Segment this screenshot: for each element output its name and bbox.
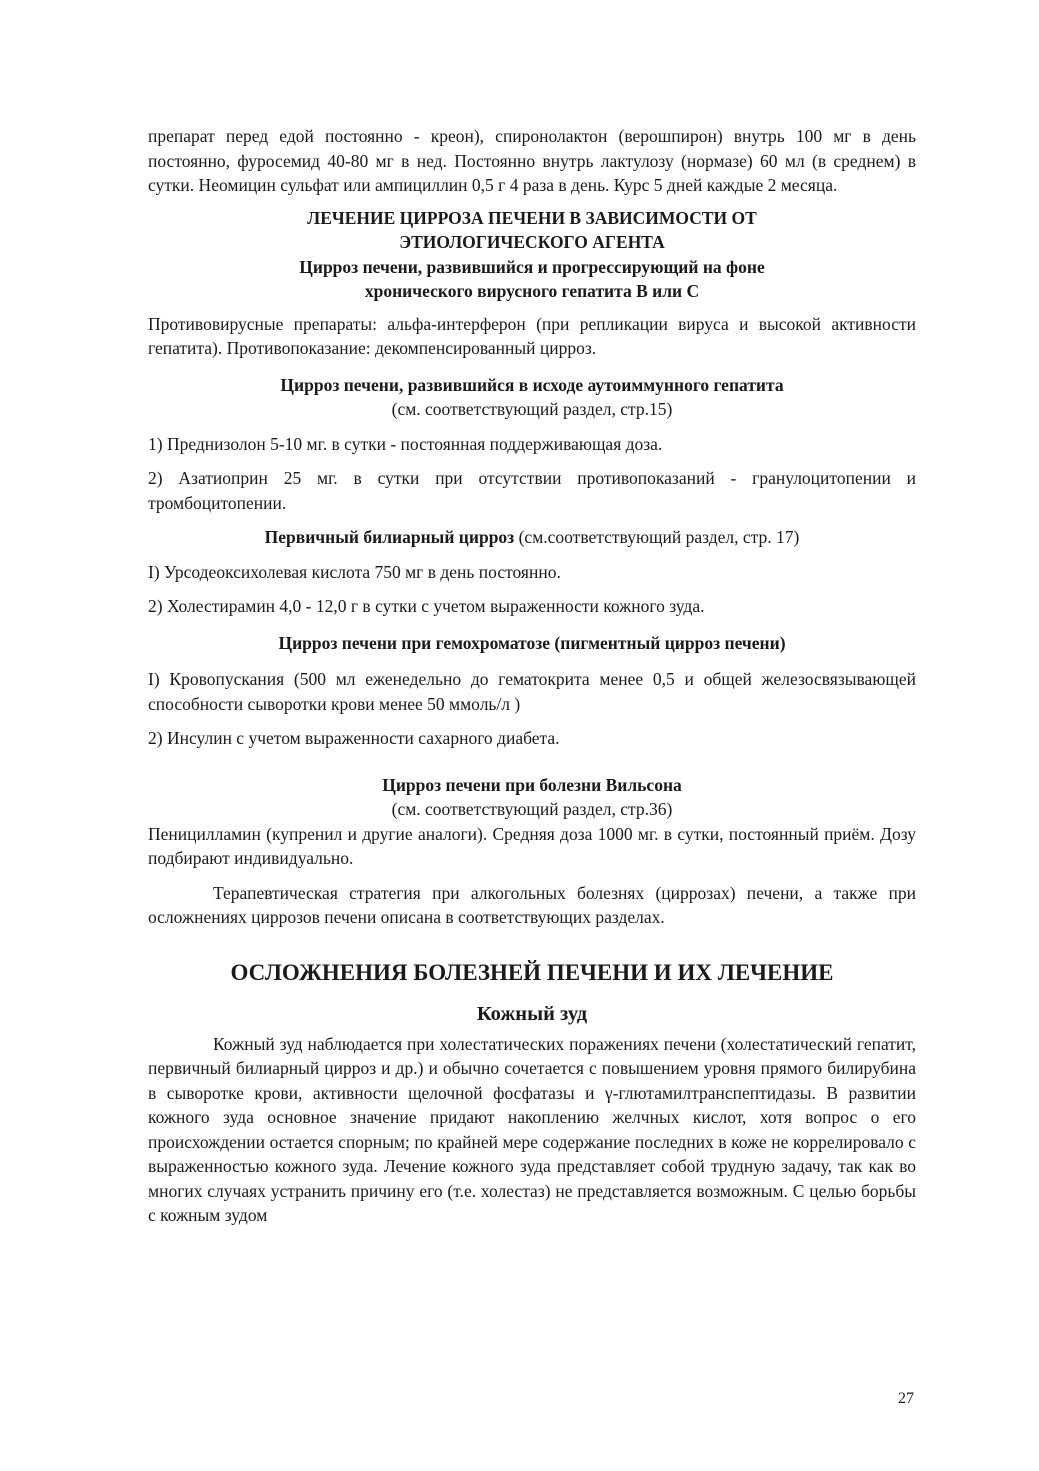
wilson-reference: (см. соответствующий раздел, стр.36) — [391, 799, 673, 819]
hemochromatosis-item-1: I) Кровопускания (500 мл еженедельно до гематокрита менее 0,5 и общей железосвязывающей способности сыворотки крови менее 50 ммоль/л ) — [148, 669, 916, 714]
subsection-title-viral-line2: хронического вирусного гепатита В или С — [364, 281, 700, 301]
autoimmune-item-1: 1) Преднизолон 5-10 мг. в сутки - постоянная поддерживающая доза. — [148, 433, 663, 454]
section-title-complications: ОСЛОЖНЕНИЯ БОЛЕЗНЕЙ ПЕЧЕНИ И ИХ ЛЕЧЕНИЕ — [230, 959, 834, 985]
intro-paragraph: препарат перед едой постоянно - креон), спиронолактон (верошпирон) внутрь 100 мг в день постоянно, фуросемид 40-80 мг в нед. Постоянно внутрь лактулозу (нормазе) 60 мл (в среднем) в сутки. Неомицин сульфат или ампициллин 0,5 г 4 раза в день. Курс 5 дней каждые 2 месяца. — [148, 126, 916, 195]
page-content — [148, 124, 916, 1228]
autoimmune-item-2: 2) Азатиоприн 25 мг. в сутки при отсутствии противопоказаний - гранулоцитопении и тромбоцитопении. — [148, 468, 916, 513]
section-title-etiology-line2: ЭТИОЛОГИЧЕСКОГО АГЕНТА — [399, 232, 665, 252]
itching-paragraph: Кожный зуд наблюдается при холестатических поражениях печени (холестатический гепатит, первичный билиарный цирроз и др.) и обычно сочетается с повышением уровня прямого билирубина в сыворотке крови, активности щелочной фосфатазы и γ-глютамилтранспептидазы. В развитии кожного зуда основное значение придают накоплению желчных кислот, хотя вопрос о его происхождении остается спорным; по крайней мере содержание последних в коже не коррелировало с выраженностью кожного зуда. Лечение кожного зуда представляет собой трудную задачу, так как во многих случаях устранить причину его (т.е. холестаз) не представляется возможным. С целью борьбы с кожным зудом — [148, 1033, 916, 1225]
pbc-title-reference: (см.соответствующий раздел, стр. 17) — [514, 527, 800, 547]
antiviral-paragraph: Противовирусные препараты: альфа-интерферон (при репликации вируса и высокой активности гепатита). Противопоказание: декомпенсированный цирроз. — [148, 313, 916, 358]
strategy-paragraph: Терапевтическая стратегия при алкогольных болезнях (циррозах) печени, а также при осложнениях циррозов печени описана в соответствующих разделах. — [148, 882, 916, 927]
pbc-title-bold: Первичный билиарный цирроз — [264, 527, 515, 547]
page-number: 27 — [898, 1390, 914, 1407]
subsection-title-wilson: Цирроз печени при болезни Вильсона — [382, 774, 682, 795]
subsection-title-autoimmune: Цирроз печени, развившийся в исходе аутоиммунного гепатита — [280, 374, 784, 395]
pbc-item-2: 2) Холестирамин 4,0 - 12,0 г в сутки с учетом выраженности кожного зуда. — [148, 596, 705, 616]
subsection-title-viral-line1: Цирроз печени, развившийся и прогрессирующий на фоне — [299, 256, 765, 277]
subsection-title-pbc — [148, 525, 916, 550]
autoimmune-reference: (см. соответствующий раздел, стр.15) — [391, 399, 673, 419]
wilson-paragraph: Пеницилламин (купренил и другие аналоги). Средняя доза 1000 мг. в сутки, постоянный приём. Дозу подбирают индивидуально. — [148, 823, 916, 868]
subsection-title-itching: Кожный зуд — [476, 1002, 588, 1025]
hemochromatosis-item-2: 2) Инсулин с учетом выраженности сахарного диабета. — [148, 728, 560, 748]
pbc-item-1: I) Урсодеоксихолевая кислота 750 мг в день постоянно. — [148, 561, 561, 582]
section-title-etiology-line1: ЛЕЧЕНИЕ ЦИРРОЗА ПЕЧЕНИ В ЗАВИСИМОСТИ ОТ — [307, 207, 757, 228]
subsection-title-hemochromatosis: Цирроз печени при гемохроматозе (пигментный цирроз печени) — [278, 632, 786, 653]
